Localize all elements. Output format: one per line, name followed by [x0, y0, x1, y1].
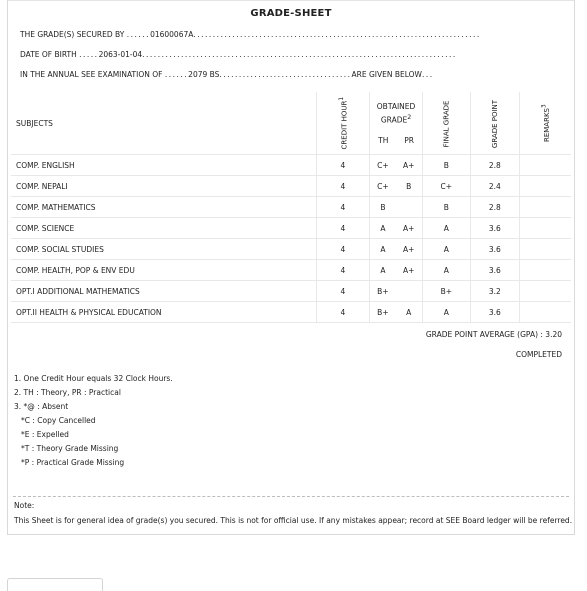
th-cell: B: [370, 197, 396, 218]
final-cell: A: [422, 302, 470, 323]
credit-cell: 4: [316, 176, 370, 197]
footnote-copy-cancelled: *C : Copy Cancelled: [21, 416, 96, 425]
header-obtained-grade: OBTAINED GRADE$^2$ TH PR: [370, 92, 423, 155]
subject-cell: COMP. NEPALI: [11, 176, 316, 197]
credit-cell: 4: [316, 281, 370, 302]
remarks-cell: [519, 239, 571, 260]
final-cell: A: [422, 218, 470, 239]
footnote-credit-hour: 1. One Credit Hour equals 32 Clock Hours.: [14, 374, 173, 383]
gp-cell: 3.2: [470, 281, 519, 302]
th-cell: A: [370, 218, 396, 239]
final-cell: B: [422, 155, 470, 176]
subject-cell: COMP. SOCIAL STUDIES: [11, 239, 316, 260]
footnotes: [14, 372, 173, 470]
gp-cell: 2.4: [470, 176, 519, 197]
gp-cell: 2.8: [470, 155, 519, 176]
table-row: [11, 260, 571, 281]
gp-cell: 2.8: [470, 197, 519, 218]
table-row: [11, 239, 571, 260]
pr-cell: A+: [396, 260, 423, 281]
gp-cell: 3.6: [470, 302, 519, 323]
final-cell: B+: [422, 281, 470, 302]
footnote-theory-missing: *T : Theory Grade Missing: [21, 444, 119, 453]
symbol-value: 01600067A: [150, 30, 194, 39]
pr-cell: B: [396, 176, 423, 197]
subject-cell: OPT.II HEALTH & PHYSICAL EDUCATION: [11, 302, 316, 323]
pr-cell: A+: [396, 155, 423, 176]
th-cell: C+: [370, 176, 396, 197]
note-text: This Sheet is for general idea of grade(s) you secured. This is not for official use. If any mistakes appear; record at SEE Board ledger will be referred.: [14, 516, 573, 525]
exam-tail: ARE GIVEN BELOW: [351, 70, 422, 79]
pr-cell: A: [396, 302, 423, 323]
remarks-cell: [519, 260, 571, 281]
pr-cell: [396, 281, 423, 302]
subject-cell: COMP. SCIENCE: [11, 218, 316, 239]
remarks-cell: [519, 218, 571, 239]
symbol-label: THE GRADE(S) SECURED BY: [20, 30, 125, 39]
header-grade-point: GRADE POINT: [470, 92, 519, 155]
remarks-cell: [519, 155, 571, 176]
remarks-cell: [519, 197, 571, 218]
table-row: [11, 176, 571, 197]
table-row: [11, 218, 571, 239]
header-subjects: SUBJECTS: [11, 92, 316, 155]
info-line-dob: DATE OF BIRTH .....2063-01-04.................................................................................: [20, 50, 457, 59]
th-cell: A: [370, 260, 396, 281]
pr-cell: [396, 197, 423, 218]
subject-cell: COMP. ENGLISH: [11, 155, 316, 176]
gp-cell: 3.6: [470, 260, 519, 281]
credit-cell: 4: [316, 155, 370, 176]
exam-value: 2079 BS: [188, 70, 220, 79]
top-border: [8, 0, 574, 1]
table-row: [11, 302, 571, 323]
header-th: TH: [378, 135, 389, 145]
grade-sheet: [7, 0, 575, 535]
dob-value: 2063-01-04: [98, 50, 143, 59]
th-cell: B+: [370, 302, 396, 323]
gpa-text: GRADE POINT AVERAGE (GPA) : 3.20: [425, 330, 562, 339]
status-text: COMPLETED: [515, 350, 562, 359]
footnote-practical-missing: *P : Practical Grade Missing: [21, 458, 125, 467]
note-divider: [13, 496, 569, 497]
gp-cell: 3.6: [470, 218, 519, 239]
header-pr: PR: [404, 135, 414, 145]
remarks-cell: [519, 302, 571, 323]
credit-cell: 4: [316, 197, 370, 218]
table-row: [11, 155, 571, 176]
subject-cell: COMP. MATHEMATICS: [11, 197, 316, 218]
remarks-cell: [519, 176, 571, 197]
subject-cell: OPT.I ADDITIONAL MATHEMATICS: [11, 281, 316, 302]
credit-cell: 4: [316, 239, 370, 260]
final-cell: B: [422, 197, 470, 218]
final-cell: A: [422, 239, 470, 260]
dob-label: DATE OF BIRTH: [20, 50, 77, 59]
pr-cell: A+: [396, 218, 423, 239]
final-cell: C+: [422, 176, 470, 197]
footnote-th-pr: 2. TH : Theory, PR : Practical: [14, 388, 121, 397]
header-credit-hour: CREDIT HOUR$^1$: [316, 92, 370, 155]
header-remarks: REMARKS$^3$: [519, 92, 571, 155]
pr-cell: A+: [396, 239, 423, 260]
th-cell: C+: [370, 155, 396, 176]
header-final-grade: FINAL GRADE: [422, 92, 470, 155]
table-row: [11, 281, 571, 302]
final-cell: A: [422, 260, 470, 281]
subject-cell: COMP. HEALTH, POP & ENV EDU: [11, 260, 316, 281]
remarks-cell: [519, 281, 571, 302]
table-row: [11, 197, 571, 218]
grades-table: [11, 92, 571, 323]
gp-cell: 3.6: [470, 239, 519, 260]
credit-cell: 4: [316, 302, 370, 323]
credit-cell: 4: [316, 218, 370, 239]
footnote-absent: 3. *@ : Absent: [14, 402, 69, 411]
th-cell: A: [370, 239, 396, 260]
note-heading: Note:: [14, 501, 35, 510]
info-line-symbol: THE GRADE(S) SECURED BY ......01600067A..........................................................................: [20, 30, 481, 39]
credit-cell: 4: [316, 260, 370, 281]
table-header-row: [11, 92, 571, 155]
bottom-tab[interactable]: [7, 578, 103, 591]
exam-label: IN THE ANNUAL SEE EXAMINATION OF: [20, 70, 163, 79]
info-line-exam: IN THE ANNUAL SEE EXAMINATION OF ......2079 BS..................................ARE GIVEN BELOW...: [20, 70, 434, 79]
footnote-expelled: *E : Expelled: [21, 430, 69, 439]
sheet-title: GRADE-SHEET: [250, 8, 332, 19]
th-cell: B+: [370, 281, 396, 302]
